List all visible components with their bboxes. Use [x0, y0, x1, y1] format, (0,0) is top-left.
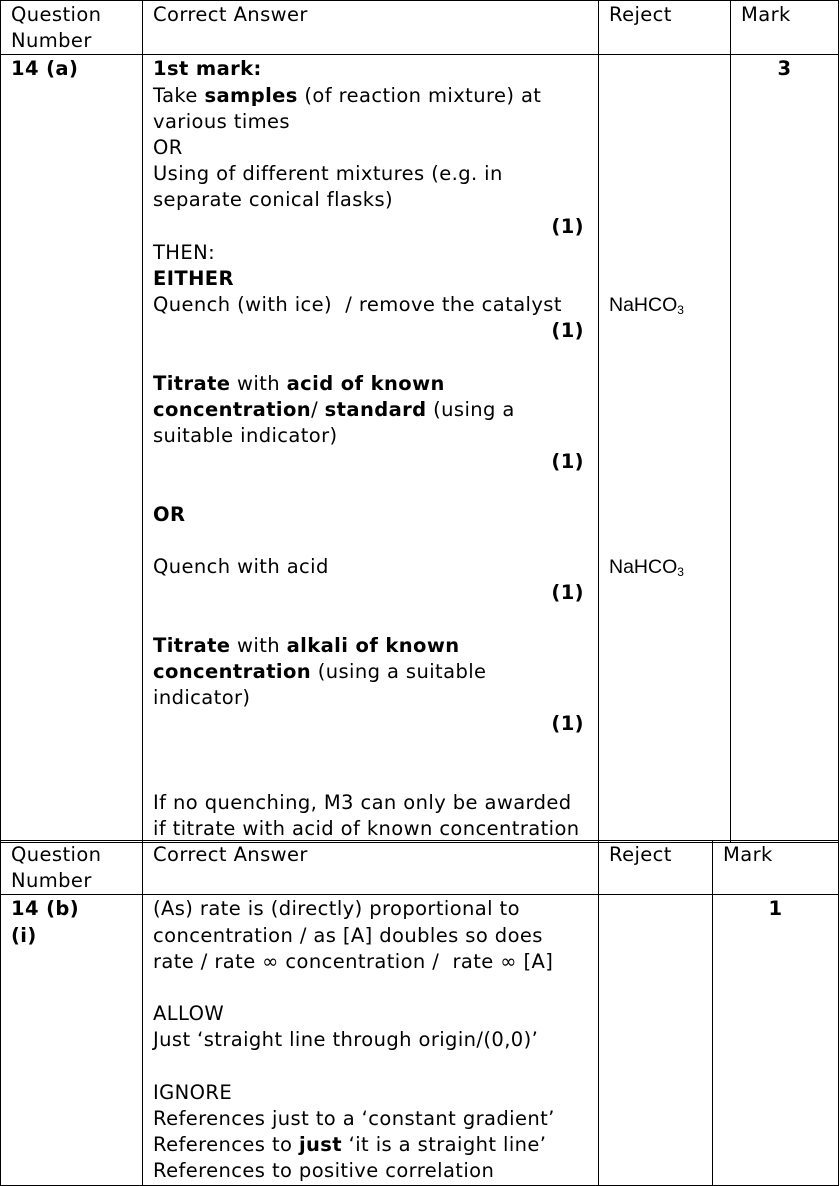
- mark-scheme-table-14bi: [0, 840, 839, 1186]
- first-mark-heading: 1st mark:: [153, 57, 262, 81]
- correct-answer-cell: [143, 895, 599, 1185]
- header-question-number: Question Number: [1, 841, 143, 895]
- mark-indicator: (1): [551, 581, 584, 605]
- mark-indicator: (1): [551, 214, 584, 238]
- titrate-acid-text: Titrate with acid of known concentration/ standard (using a suitable indicator): [153, 371, 522, 448]
- reject-cell: [599, 55, 731, 843]
- answer-row-14a: [1, 55, 839, 843]
- no-quench-note: If no quenching, M3 can only be awarded if titrate with acid of known concentration: [153, 791, 580, 841]
- mark-value: 3: [731, 55, 839, 843]
- question-number: 14 (b) (i): [1, 895, 143, 1185]
- question-number: 14 (a): [1, 55, 143, 843]
- ignore-heading: IGNORE: [153, 1080, 233, 1104]
- header-correct-answer: Correct Answer: [143, 1, 599, 55]
- header-row: [1, 1, 839, 55]
- header-question-number: Question Number: [1, 1, 143, 55]
- header-correct-answer: Correct Answer: [143, 841, 599, 895]
- ignore-item: References just to a ‘constant gradient’: [153, 1107, 555, 1130]
- ignore-item: References to just ‘it is a straight line’: [153, 1133, 547, 1157]
- header-reject: Reject: [599, 1, 731, 55]
- mark-indicator: (1): [551, 319, 584, 343]
- mark-indicator: (1): [551, 450, 584, 474]
- correct-answer-cell: [143, 55, 599, 843]
- allow-text: Just ‘straight line through origin/(0,0)’: [153, 1028, 539, 1052]
- header-reject: Reject: [599, 841, 713, 895]
- mark-indicator: (1): [551, 712, 584, 736]
- header-row: [1, 841, 839, 895]
- allow-heading: ALLOW: [153, 1002, 225, 1026]
- different-mixtures-text: Using of different mixtures (e.g. in separate conical flasks): [153, 162, 510, 212]
- then-text: THEN:: [153, 240, 216, 264]
- ignore-item: References to positive correlation: [153, 1159, 495, 1183]
- quench-ice-text: Quench (with ice) / remove the catalyst: [153, 293, 562, 317]
- or-heading: OR: [153, 502, 186, 526]
- proportional-answer: (As) rate is (directly) proportional to concentration / as [A] doubles so does rate / rate ∞ concentration / rate ∞ [A]: [153, 897, 554, 973]
- mark-value: 1: [713, 895, 839, 1185]
- either-heading: EITHER: [153, 267, 234, 291]
- samples-text: Take samples (of reaction mixture) at various times: [153, 83, 548, 133]
- quench-acid-text: Quench with acid: [153, 555, 329, 579]
- answer-row-14bi: [1, 895, 839, 1185]
- or-text: OR: [153, 136, 183, 160]
- reject-nahco3: NaHCO$_3$: [609, 294, 684, 318]
- titrate-alkali-text: Titrate with alkali of known concentration (using a suitable indicator): [153, 633, 494, 710]
- header-mark: Mark: [713, 841, 839, 895]
- reject-cell: [599, 895, 713, 1185]
- reject-nahco3: NaHCO$_3$: [609, 555, 684, 579]
- header-mark: Mark: [731, 1, 839, 55]
